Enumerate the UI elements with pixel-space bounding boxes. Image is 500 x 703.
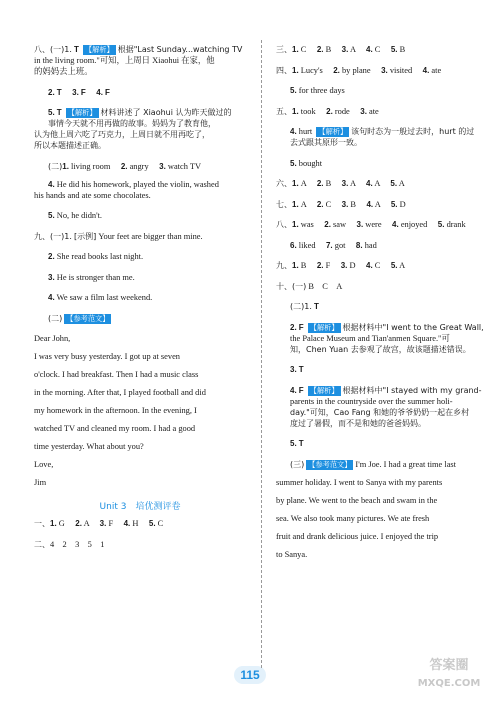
- answer-9-1: 九、(一)1. [示例] Your feet are bigger than mine.: [34, 231, 203, 241]
- answers-10-1: 十、(一) B C A: [276, 281, 343, 291]
- text-line: 度过了暑假，而不是和她的爸爸妈妈。: [290, 418, 426, 428]
- answers-8-b: 6. liked 7. got 8. had: [290, 240, 377, 250]
- answer-4-5: 5. for three days: [290, 86, 345, 95]
- analysis-label: 【解析】: [84, 45, 114, 54]
- essay-line: by plane. We went to the beach and swam in the: [276, 495, 438, 505]
- text-line: 去式跟其原形一致。: [290, 138, 362, 147]
- answer-q5: 5. No, he didn't.: [48, 211, 103, 220]
- letter-line: my homework in the afternoon. In the evening, I: [34, 406, 197, 415]
- answer-10-2-2: 2. F 【解析】 根据材料中"I went to the Great Wall,: [290, 322, 484, 332]
- essay-line: fruit and drank delicious juice. I enjoyed the trip: [276, 531, 439, 541]
- letter-line: o'clock. I had breakfast. Then I had a music class: [34, 370, 199, 379]
- unit-answers-1: 一、1. G 2. A 3. F 4. H 5. C: [34, 519, 164, 528]
- essay-line: summer holiday. I went to Sanya with my parents: [276, 477, 443, 487]
- answer-5-5: 5. bought: [290, 158, 323, 168]
- text-line: in the living room."可知，上周日 Xiaohui 在家，他: [34, 56, 215, 65]
- answers-2-4: 2. T 3. F 4. F: [48, 87, 110, 97]
- text-line: 事情今天就不用再做的故事。妈妈为了教育他，: [48, 119, 216, 128]
- model-essay-label: 【参考范文】: [66, 313, 110, 323]
- text-line: day."可知，Cao Fang 和她的爷爷奶奶一起在乡村: [290, 407, 470, 417]
- answers-4: 四、1. Lucy's 2. by plane 3. visited 4. ate: [276, 65, 442, 75]
- answer-5-4: 4. hurt 【解析】 该句时态为一般过去时，hurt 的过: [290, 127, 475, 136]
- answers-3: 三、1. C 2. B 3. A 4. C 5. B: [276, 45, 406, 54]
- answer-10-2-5: 5. T: [290, 439, 304, 448]
- answer-10-2-4: 4. F 【解析】 根据材料中"I stayed with my grand-: [290, 385, 482, 395]
- answers-6: 六、1. A 2. B 3. A 4. A 5. A: [276, 179, 405, 188]
- unit-answers-2: 二、4 2 3 5 1: [34, 539, 105, 549]
- answers-7: 七、1. A 2. C 3. B 4. A 5. D: [276, 199, 406, 209]
- answer-9-2: 2. She read books last night.: [48, 252, 144, 261]
- right-column: [276, 44, 482, 560]
- unit-title: Unit 3 培优测评卷: [99, 502, 181, 512]
- answer-q4: 4. He did his homework, played the violin, washed: [48, 179, 219, 189]
- answer-5: 5. T 【解析】 材料讲述了 Xiaohui 认为昨天做过的: [48, 108, 232, 117]
- column-divider: [261, 40, 262, 668]
- answer-8-1: 八、(一)1. T 【解析】 根据"Last Sunday...watching TV: [34, 45, 243, 54]
- letter-signature: Jim: [34, 478, 47, 487]
- answer-9-4: 4. We saw a film last weekend.: [48, 293, 153, 302]
- answers-5: 五、1. took 2. rode 3. ate: [276, 106, 379, 116]
- analysis-label: 【解析】: [67, 108, 97, 117]
- left-column: [34, 44, 246, 550]
- text-line: his hands and ate some chocolates.: [34, 190, 151, 200]
- answer-10-2-3: 3. T: [290, 365, 304, 374]
- letter-line: time yesterday. What about you?: [34, 442, 144, 451]
- answer-10-2-1: (二)1. T: [290, 302, 319, 311]
- letter-line: in the morning. After that, I played football and did: [34, 388, 206, 397]
- model-essay-label: 【参考范文】: [308, 459, 352, 469]
- text-line: 的妈妈去上班。: [34, 67, 93, 76]
- letter-closing: Love,: [34, 460, 54, 469]
- answer-10-3: (三) 【参考范文】 I'm Joe. I had a great time last: [290, 459, 456, 469]
- answers-8: 八、1. was 2. saw 3. were 4. enjoyed 5. drank: [276, 220, 466, 229]
- text-line: parents in the countryside over the summer holi-: [290, 396, 453, 406]
- watermark-logo: 答案圈 MXQE.COM: [417, 658, 481, 689]
- text-line: 所以本题描述正确。: [34, 141, 106, 150]
- answer-9-two: (二) 【参考范文】: [48, 313, 110, 323]
- analysis-label: 【解析】: [309, 322, 339, 332]
- letter-line: I was very busy yesterday. I got up at seven: [34, 352, 180, 361]
- text-line: 知，Chen Yuan 去参观了故宫，故该题描述错误。: [290, 344, 471, 354]
- letter-line: watched TV and cleaned my room. I had a good: [34, 424, 196, 433]
- essay-line: sea. We also took many pictures. We ate fresh: [276, 513, 430, 523]
- page-number: 115: [230, 664, 270, 686]
- text-line: the Palace Museum and Tian'anmen Square."可: [290, 333, 450, 343]
- answers-8-2: (二)1. living room 2. angry 3. watch TV: [48, 161, 201, 171]
- essay-line: to Sanya.: [276, 549, 308, 559]
- letter-greeting: Dear John,: [34, 334, 71, 343]
- answers-9: 九、1. B 2. F 3. D 4. C 5. A: [276, 261, 406, 270]
- answer-9-3: 3. He is stronger than me.: [48, 272, 135, 282]
- text-line: 认为他上周六吃了巧克力，上周日就不用再吃了，: [34, 130, 210, 139]
- analysis-label: 【解析】: [318, 127, 348, 136]
- analysis-label: 【解析】: [309, 385, 339, 395]
